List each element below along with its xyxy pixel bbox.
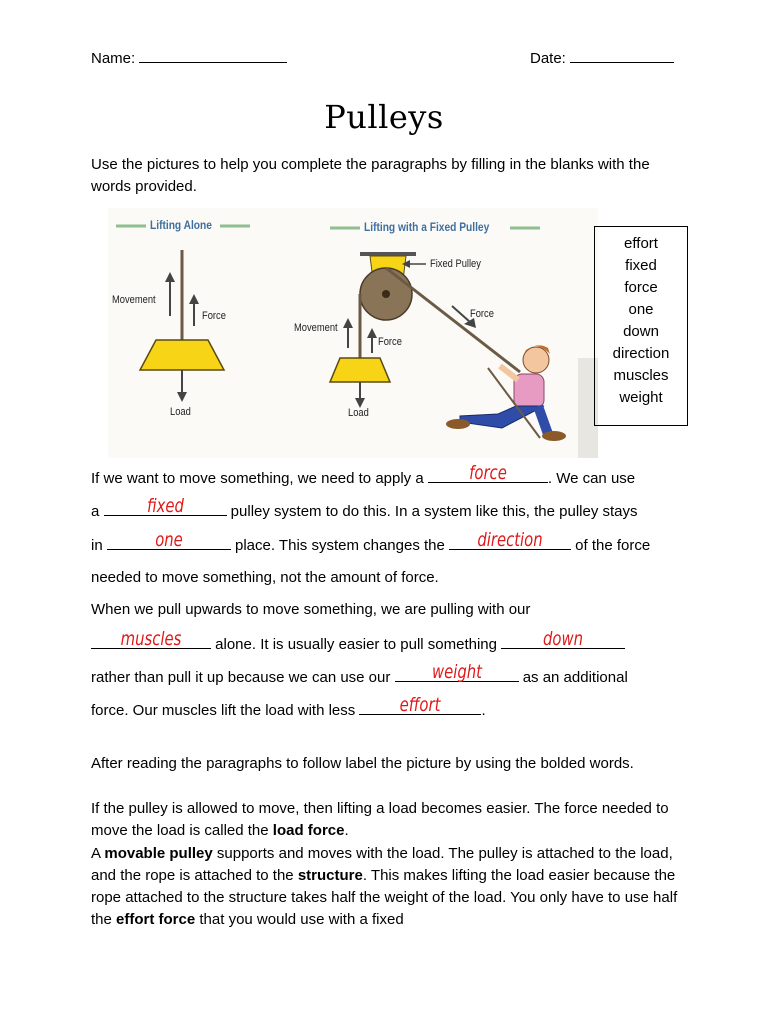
handwritten-answer: effort bbox=[400, 694, 441, 716]
p1-text: a bbox=[91, 503, 104, 520]
instruction-2: After reading the paragraphs to follow label the picture by using the bolded words. bbox=[91, 755, 634, 772]
answer-blank-3[interactable] bbox=[107, 529, 231, 551]
paragraph-3a bbox=[91, 798, 681, 842]
p1-text: pulley system to do this. In a system like this, the pulley stays bbox=[226, 503, 638, 520]
right-movement-label: Movement bbox=[294, 322, 338, 334]
word-bank-item: down bbox=[623, 323, 659, 340]
answer-blank-1[interactable] bbox=[428, 462, 548, 484]
date-field bbox=[530, 48, 674, 69]
p3-text: . bbox=[344, 822, 349, 839]
word-bank-item: direction bbox=[612, 345, 670, 362]
p2-text: as an additional bbox=[518, 669, 628, 686]
name-label: Name: bbox=[91, 50, 140, 67]
date-blank[interactable] bbox=[570, 48, 674, 63]
p1-line4: needed to move something, not the amount of force. bbox=[91, 569, 439, 586]
answer-blank-5[interactable] bbox=[91, 628, 211, 650]
bold-term-structure: structure bbox=[297, 867, 363, 884]
handwritten-answer: fixed bbox=[146, 495, 184, 517]
date-label: Date: bbox=[530, 50, 571, 67]
p1-text: If we want to move something, we need to apply a bbox=[91, 470, 428, 487]
name-field bbox=[91, 48, 287, 69]
paragraph-3b bbox=[91, 843, 681, 931]
bold-term-effort-force: effort force bbox=[116, 911, 196, 928]
p1-line2 bbox=[91, 495, 638, 522]
bold-term-load-force: load force bbox=[272, 822, 345, 839]
p1-line1 bbox=[91, 462, 636, 489]
answer-blank-6[interactable] bbox=[501, 628, 625, 650]
p1-text: place. This system changes the bbox=[230, 537, 450, 554]
handwritten-answer: muscles bbox=[120, 628, 182, 650]
fixed-pulley-label: Fixed Pulley bbox=[430, 258, 481, 270]
p3-text: A bbox=[91, 845, 105, 862]
word-bank-item: one bbox=[628, 301, 654, 318]
word-bank-item: effort bbox=[624, 235, 658, 252]
answer-blank-8[interactable] bbox=[359, 694, 481, 716]
p1-text: of the force bbox=[571, 537, 651, 554]
p3-text: that you would use with a fixed bbox=[195, 911, 404, 928]
word-bank-item: force bbox=[624, 279, 658, 296]
p1-text: in bbox=[91, 537, 107, 554]
pulley-figure bbox=[108, 208, 598, 458]
handwritten-answer: direction bbox=[477, 529, 543, 551]
left-figure-title: Lifting Alone bbox=[150, 218, 212, 232]
name-blank[interactable] bbox=[139, 48, 287, 63]
handwritten-answer: force bbox=[469, 462, 507, 484]
p2-text: alone. It is usually easier to pull something bbox=[211, 636, 502, 653]
p3-text: supports and moves with the load. The pulley is attached to the load, and the rope is attached to the bbox=[91, 845, 673, 884]
p1-text: . We can use bbox=[547, 470, 636, 487]
p2-line3 bbox=[91, 661, 628, 688]
word-bank-item: muscles bbox=[613, 367, 669, 384]
left-movement-label: Movement bbox=[112, 294, 156, 306]
instructions: Use the pictures to help you complete the paragraphs by filling in the blanks with the words provided. bbox=[91, 156, 650, 195]
p3-text: If the pulley is allowed to move, then lifting a load becomes easier. The force needed to move the load is called the bbox=[91, 800, 669, 839]
answer-blank-4[interactable] bbox=[449, 529, 571, 551]
handwritten-answer: one bbox=[155, 529, 183, 551]
p1-line3 bbox=[91, 529, 651, 556]
left-load-label: Load bbox=[170, 406, 191, 418]
right-load-label: Load bbox=[348, 407, 369, 419]
handwritten-answer: down bbox=[543, 628, 584, 650]
p2-line4 bbox=[91, 694, 486, 721]
p2-text: force. Our muscles lift the load with less bbox=[91, 702, 360, 719]
bold-term-movable-pulley: movable pulley bbox=[104, 845, 213, 862]
right-force-label: Force bbox=[378, 336, 402, 348]
rope-force-label: Force bbox=[470, 308, 494, 320]
handwritten-answer: weight bbox=[431, 661, 482, 683]
answer-blank-2[interactable] bbox=[104, 495, 227, 517]
pulley-illustration bbox=[108, 208, 598, 458]
page-title: Pulleys bbox=[324, 98, 444, 136]
p2-text: . bbox=[481, 702, 486, 719]
right-figure-title: Lifting with a Fixed Pulley bbox=[364, 220, 490, 234]
word-bank-item: weight bbox=[619, 389, 663, 406]
p2-line1: When we pull upwards to move something, we are pulling with our bbox=[91, 601, 531, 618]
answer-blank-7[interactable] bbox=[395, 661, 519, 683]
p2-text: rather than pull it up because we can use our bbox=[91, 669, 395, 686]
p3-text: . This makes lifting the load easier because the rope attached to the structure takes half the weight of the load. You only have to use half the bbox=[91, 867, 678, 928]
left-force-label: Force bbox=[202, 310, 226, 322]
p2-line2 bbox=[91, 628, 625, 655]
word-bank bbox=[594, 226, 688, 426]
word-bank-item: fixed bbox=[625, 257, 657, 274]
